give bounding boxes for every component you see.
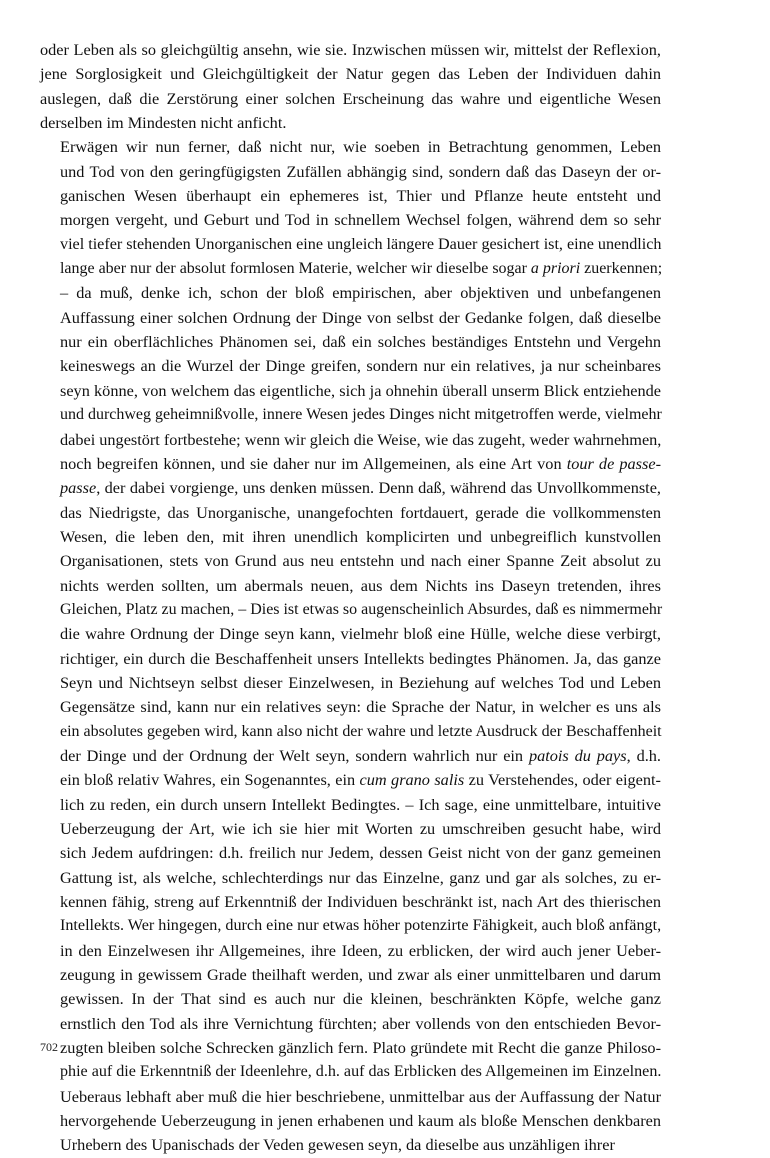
text-run: Urhebern des Upanischads der Veden gewesen seyn, da dieselbe aus unzähligen ihrer — [60, 1135, 615, 1155]
text-line — [40, 379, 661, 403]
text-run: dabei ungestört fortbestehe; wenn wir gleich die Weise, wie das zugeht, weder wahrnehmen, — [60, 430, 662, 449]
text-run: seyn könne, von welchem das eigentliche, sich ja ohnehin überall unserm Blick entziehende — [60, 380, 661, 400]
text-run: oder Leben als so gleichgültig ansehn, wie sie. Inzwischen müssen wir, mittelst der Reflexion, — [40, 40, 661, 59]
text-run: zeugung in gewissem Grade theilhaft werden, und zwar als einer unmittelbaren und darum — [60, 965, 661, 985]
text-line — [40, 501, 661, 525]
text-line — [40, 841, 661, 865]
text-run: Intellekts. Wer hingegen, durch eine nur etwas höher potenzirte Fähigkeit, auch bloß anfängt, — [60, 917, 662, 935]
text-line — [40, 695, 661, 719]
text-run: – da muß, denke ich, schon der bloß empirischen, aber objektiven und unbefangenen — [60, 283, 661, 303]
text-run: Organisationen, stets von Grund aus neu entstehn und nach einer Spanne Zeit absolut zu — [60, 551, 661, 571]
text-line — [40, 87, 661, 111]
text-run: , der dabei vorgienge, uns denken müssen. Denn daß, während das Unvollkommenste, — [96, 478, 661, 498]
text-line — [40, 1036, 661, 1060]
text-run: gewissen. In der That sind es auch nur die kleinen, beschränkten Köpfe, welche ganz — [60, 989, 661, 1009]
text-run: Auffassung einer solchen Ordnung der Dinge von selbst der Gedanke folgen, daß dieselbe — [60, 307, 661, 327]
text-line — [40, 963, 661, 987]
text-run: in den Einzelwesen ihr Allgemeines, ihre Ideen, zu erblicken, der wird auch jener Ueber- — [60, 940, 661, 960]
text-line — [40, 720, 661, 744]
text-run: richtiger, ein durch die Beschaffenheit unsers Intellekts bedingtes Phänomen. Ja, das ganze — [60, 648, 661, 668]
text-line — [40, 1109, 661, 1133]
text-run: nichts werden sollten, um abermals neuen, aus dem Nichts ins Daseyn tretenden, ihres — [60, 575, 661, 595]
text-run: morgen vergeht, und Geburt und Tod in schnellem Wechsel folgen, während dem so sehr — [60, 210, 661, 230]
text-line — [40, 914, 661, 938]
text-line — [40, 1085, 661, 1109]
text-line — [40, 939, 661, 963]
text-run: und Tod von den geringfügigsten Zufällen abhängig sind, sondern daß das Daseyn der or- — [60, 161, 661, 181]
text-line — [40, 793, 661, 817]
text-line — [40, 403, 661, 427]
text-run: noch begreifen können, und sie daher nur im Allgemeinen, als eine Art von — [60, 453, 567, 473]
text-line — [40, 208, 661, 232]
text-run: sich Jedem aufdringen: d.h. freilich nur Jedem, dessen Geist nicht von der ganz gemeinen — [60, 843, 661, 863]
italic-text: cum grano salis — [359, 770, 465, 790]
text-run: lich zu reden, ein durch unsern Intellekt Bedingtes. – Ich sage, eine unmittelbare, intuitive — [60, 794, 661, 814]
text-line — [40, 330, 661, 354]
text-line — [40, 866, 661, 890]
text-line — [40, 306, 661, 330]
paragraph — [40, 135, 661, 1157]
text-line — [40, 1060, 661, 1084]
text-line — [40, 1133, 661, 1157]
text-line — [40, 184, 661, 208]
text-line — [40, 890, 661, 914]
text-line — [40, 452, 661, 476]
italic-text: patois du pays — [528, 745, 627, 765]
text-line — [40, 768, 661, 792]
text-run: die wahre Ordnung der Dinge seyn kann, vielmehr bloß eine Hülle, welche diese verbirgt, — [60, 624, 661, 644]
text-run: Ueberzeugung der Art, wie ich sie hier mit Worten zu umschreiben gesucht habe, wird — [60, 819, 661, 838]
text-run: lange aber nur der absolut formlosen Materie, welcher wir dieselbe sogar — [60, 260, 531, 278]
text-run: Gegensätze sind, kann nur ein relatives seyn: die Sprache der Natur, in welcher es uns als — [60, 697, 661, 717]
text-run: phie auf die Erkenntniß der Ideenlehre, d.h. auf das Erblicken des Allgemeinen im Einzelnen. — [60, 1063, 662, 1081]
italic-text: passe — [60, 478, 97, 498]
page-number: 702 — [40, 1040, 58, 1054]
text-line — [40, 987, 661, 1011]
italic-text: tour de passe- — [566, 453, 661, 473]
text-run: Seyn und Nichtseyn selbst dieser Einzelwesen, in Beziehung auf welches Tod und Leben — [60, 672, 661, 692]
text-run: kennen fähig, streng auf Erkenntniß der Individuen beschränkt ist, nach Art des thierischen — [60, 892, 661, 912]
text-run: und durchweg geheimnißvolle, innere Wesen jedes Dinges nicht mitgetroffen werde, vielmehr — [60, 406, 662, 424]
italic-text: a priori — [530, 260, 581, 278]
text-line — [40, 525, 661, 549]
text-run: Gleichen, Platz zu machen, – Dies ist etwas so augenscheinlich Absurdes, daß es nimmermehr — [60, 600, 663, 618]
text-run: auslegen, daß die Zerstörung einer solchen Erscheinung das wahre und eigentliche Wesen — [40, 88, 661, 108]
text-line — [40, 62, 661, 86]
page-body — [40, 38, 661, 1158]
text-line — [40, 744, 661, 768]
text-run: hervorgehende Ueberzeugung in jenen erhabenen und kaum als bloße Menschen denkbaren — [60, 1111, 661, 1131]
text-line — [40, 135, 661, 159]
text-line — [40, 257, 661, 281]
paragraph — [40, 38, 661, 135]
text-line — [40, 111, 661, 135]
text-line — [40, 671, 661, 695]
text-run: zu Verstehendes, oder eigent- — [464, 770, 661, 790]
text-run: ein absolutes gegeben wird, kann also nicht der wahre und letzte Ausdruck der Beschaffenheit — [60, 722, 662, 740]
text-line — [40, 160, 661, 184]
text-line — [40, 647, 661, 671]
text-run: Gattung ist, als welche, schlechterdings nur das Einzelne, ganz und gar als solches, zu er- — [60, 867, 661, 887]
text-line — [40, 549, 661, 573]
text-run: jene Sorglosigkeit und Gleichgültigkeit der Natur gegen das Leben der Individuen dahin — [40, 64, 661, 84]
text-run: keineswegs an die Wurzel der Dinge greifen, sondern nur ein relatives, ja nur scheinbares — [60, 356, 661, 376]
text-line — [40, 622, 661, 646]
text-run: der Dinge und der Ordnung der Welt seyn, sondern wahrlich nur ein — [60, 745, 529, 765]
text-run: , d.h. — [626, 745, 661, 765]
text-line — [40, 817, 661, 841]
text-run: nur ein oberflächliches Phänomen sei, daß ein solches beständiges Entstehn und Vergehn — [60, 332, 661, 352]
text-run: zuerkennen; — [580, 260, 663, 278]
text-run: das Niedrigste, das Unorganische, unangefochten fortdauert, gerade die vollkommensten — [60, 502, 661, 522]
text-run: zugten bleiben solche Schrecken gänzlich fern. Plato gründete mit Recht die ganze Philoso- — [60, 1038, 661, 1058]
text-run: viel tiefer stehenden Unorganischen eine ungleich längere Dauer gesichert ist, eine unendlich — [60, 235, 662, 253]
text-run: ganischen Wesen überhaupt ein ephemeres ist, Thier und Pflanze heute entsteht und — [60, 186, 661, 206]
text-line — [40, 38, 661, 62]
text-line — [40, 476, 661, 500]
text-line — [40, 428, 661, 452]
text-line — [40, 281, 661, 305]
text-run: Wesen, die leben den, mit ihren unendlich komplicirten und unbegreiflich kunstvollen — [60, 526, 661, 546]
text-run: ernstlich den Tod als ihre Vernichtung fürchten; aber vollends von den entschieden Bevor- — [60, 1013, 661, 1033]
text-line — [40, 598, 661, 622]
text-line — [40, 574, 661, 598]
text-run: Ueberaus lebhaft aber muß die hier beschriebene, unmittelbar aus der Auffassung der Natur — [60, 1086, 661, 1106]
text-run: derselben im Mindesten nicht anficht. — [40, 113, 287, 133]
text-line — [40, 1012, 661, 1036]
text-line — [40, 354, 661, 378]
text-run: ein bloß relativ Wahres, ein Sogenanntes, ein — [60, 770, 360, 790]
text-run: Erwägen wir nun ferner, daß nicht nur, wie soeben in Betrachtung genommen, Leben — [60, 137, 661, 157]
text-line — [40, 233, 661, 257]
